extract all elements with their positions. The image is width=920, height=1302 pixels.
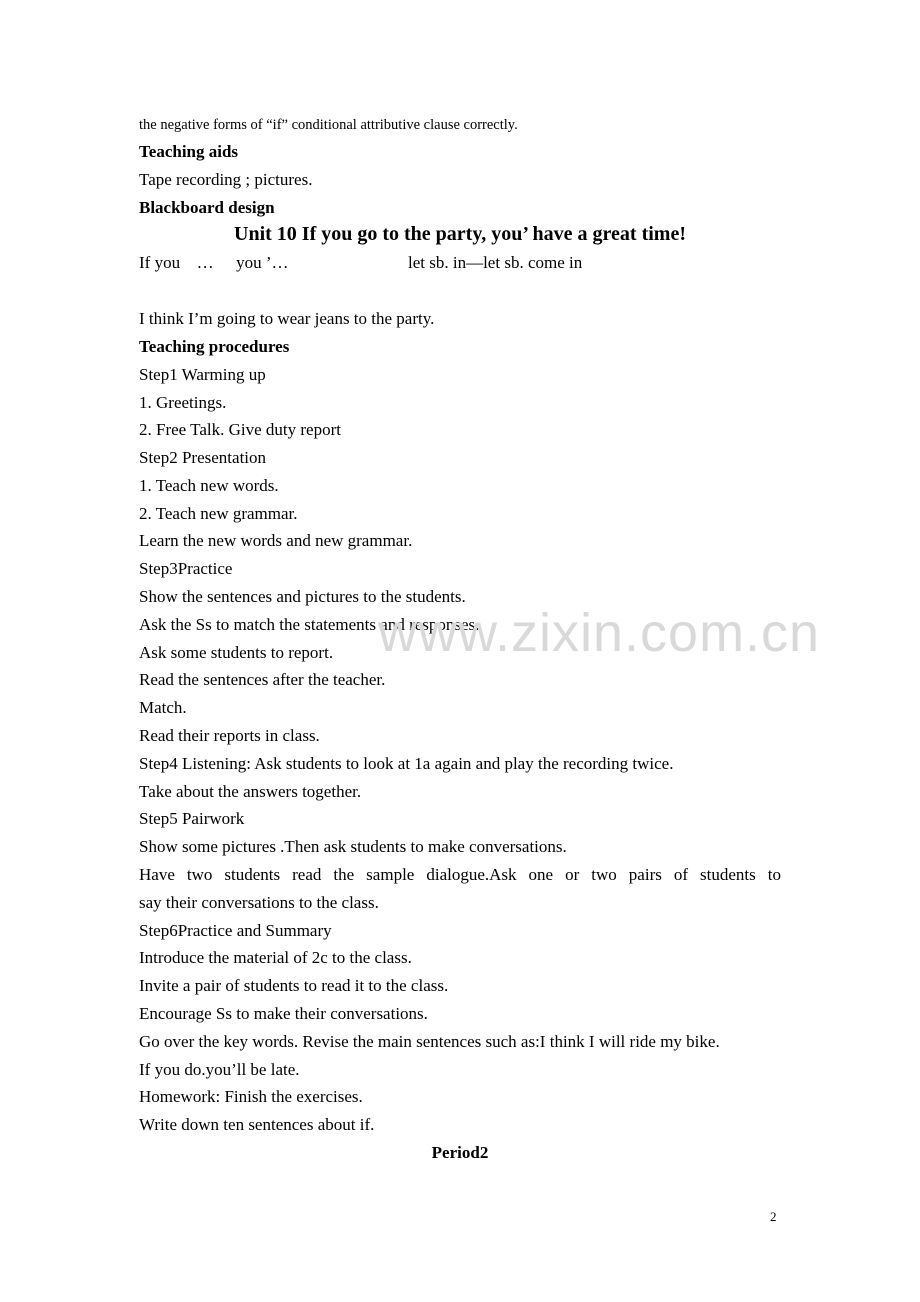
- intro-text-line: the negative forms of “if” conditional attributive clause correctly.: [139, 117, 518, 133]
- procedure-line: 1. Teach new words.: [139, 476, 279, 495]
- procedure-line: Read their reports in class.: [139, 726, 320, 745]
- procedure-line: 2. Free Talk. Give duty report: [139, 420, 341, 439]
- procedure-line: Read the sentences after the teacher.: [139, 670, 386, 689]
- procedure-line: Ask some students to report.: [139, 643, 334, 662]
- blackboard-if-you: If you: [139, 253, 181, 272]
- procedure-line: Take about the answers together.: [139, 782, 362, 801]
- procedure-line: If you do.you’ll be late.: [139, 1060, 300, 1079]
- procedure-line: Match.: [139, 698, 187, 717]
- blackboard-let-in: let sb. in—let sb. come in: [408, 253, 583, 272]
- homework-line: Homework: Finish the exercises.: [139, 1087, 363, 1106]
- step5-heading: Step5 Pairwork: [139, 809, 245, 828]
- procedure-line: Show some pictures .Then ask students to make conversations.: [139, 837, 567, 856]
- step4-heading: Step4 Listening: Ask students to look at 1a again and play the recording twice.: [139, 754, 674, 773]
- page-number: 2: [770, 1209, 777, 1224]
- homework-line: Write down ten sentences about if.: [139, 1115, 375, 1134]
- heading-teaching-procedures: Teaching procedures: [139, 337, 290, 356]
- unit-title: Unit 10 If you go to the party, you’ have a great time!: [234, 223, 686, 245]
- teaching-aids-text: Tape recording ; pictures.: [139, 170, 313, 189]
- procedure-line: Learn the new words and new grammar.: [139, 531, 413, 550]
- procedure-line-justified: Have two students read the sample dialogue.Ask one or two pairs of students to: [139, 865, 781, 884]
- blackboard-sentence: I think I’m going to wear jeans to the party.: [139, 309, 435, 328]
- procedure-line: Go over the key words. Revise the main sentences such as:I think I will ride my bike.: [139, 1032, 720, 1051]
- procedure-line: 1. Greetings.: [139, 393, 227, 412]
- procedure-line: Invite a pair of students to read it to the class.: [139, 976, 449, 995]
- heading-teaching-aids: Teaching aids: [139, 142, 239, 161]
- period-heading: Period2: [431, 1143, 489, 1162]
- procedure-line: 2. Teach new grammar.: [139, 504, 298, 523]
- procedure-line: say their conversations to the class.: [139, 893, 379, 912]
- blackboard-ellipsis: …: [196, 253, 214, 272]
- watermark: www.zixin.com.cn: [378, 603, 821, 663]
- procedure-line: Encourage Ss to make their conversations.: [139, 1004, 428, 1023]
- blackboard-you: you ’…: [236, 253, 289, 272]
- heading-blackboard-design: Blackboard design: [139, 198, 275, 217]
- procedure-line: Introduce the material of 2c to the class.: [139, 948, 412, 967]
- procedure-line: Show the sentences and pictures to the students.: [139, 587, 466, 606]
- procedure-line: Ask the Ss to match the statements and responses.: [139, 615, 480, 634]
- step2-heading: Step2 Presentation: [139, 448, 267, 467]
- step6-heading: Step6Practice and Summary: [139, 921, 332, 940]
- step3-heading: Step3Practice: [139, 559, 233, 578]
- step1-heading: Step1 Warming up: [139, 365, 266, 384]
- blackboard-line-if-you: [139, 252, 289, 274]
